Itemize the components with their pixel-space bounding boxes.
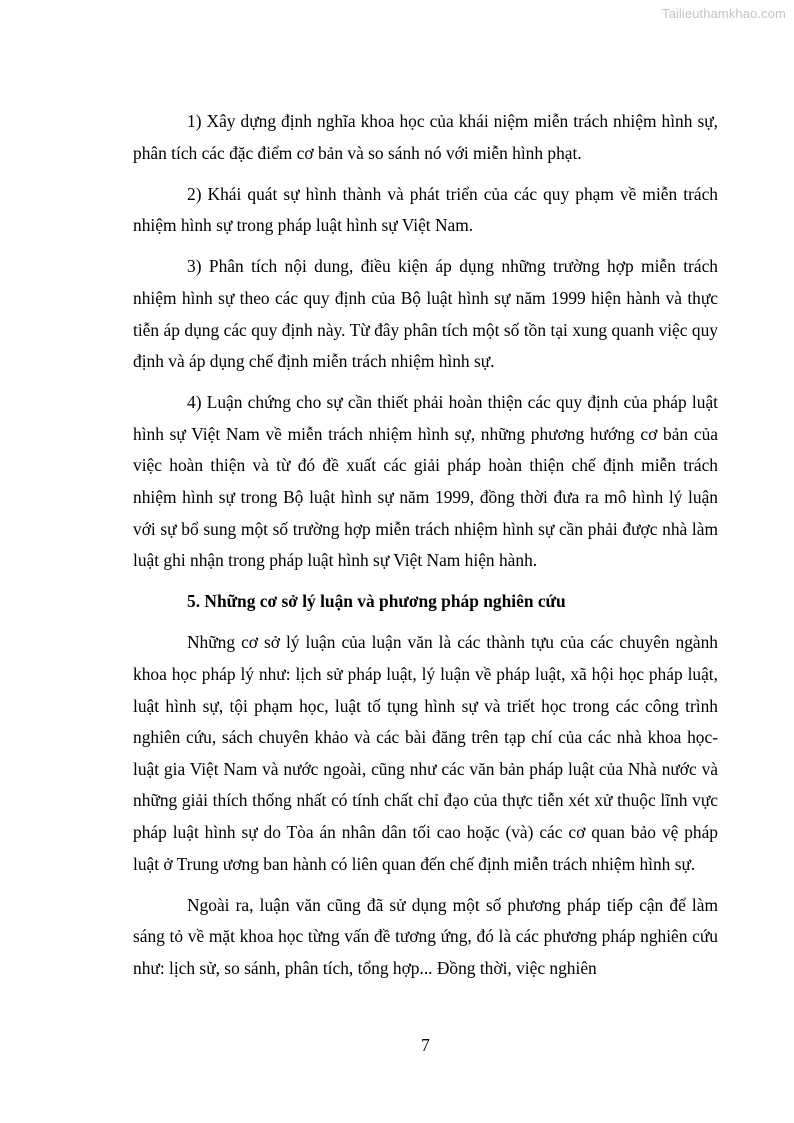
document-body xyxy=(133,106,718,994)
paragraph-objective-2: 2) Khái quát sự hình thành và phát triển của các quy phạm về miễn trách nhiệm hình sự trong pháp luật hình sự Việt Nam. xyxy=(133,183,718,236)
section-heading: 5. Những cơ sở lý luận và phương pháp nghiên cứu xyxy=(187,591,566,612)
watermark: Tailieuthamkhao.com xyxy=(661,6,786,21)
paragraph-research-methods: Ngoài ra, luận văn cũng đã sử dụng một số phương pháp tiếp cận để làm sáng tỏ về mặt khoa học từng vấn đề tương ứng, đó là các phương pháp nghiên cứu như: lịch sử, so sánh, phân tích, tổng hợp... Đồng thời, việc nghiên xyxy=(133,894,718,978)
paragraph-objective-3: 3) Phân tích nội dung, điều kiện áp dụng những trường hợp miễn trách nhiệm hình sự theo các quy định của Bộ luật hình sự năm 1999 hiện hành và thực tiễn áp dụng các quy định này. Từ đây phân tích một số tồn tại xung quanh việc quy định và áp dụng chế định miễn trách nhiệm hình sự. xyxy=(133,256,718,372)
paragraph-theoretical-basis: Những cơ sở lý luận của luận văn là các thành tựu của các chuyên ngành khoa học pháp lý như: lịch sử pháp luật, lý luận về pháp luật, xã hội học pháp luật, luật hình sự, tội phạm học, luật tố tụng hình sự và triết học trong các công trình nghiên cứu, sách chuyên khảo và các bài đăng trên tạp chí của các nhà khoa học-luật gia Việt Nam và nước ngoài, cũng như các văn bản pháp luật của Nhà nước và những giải thích thống nhất có tính chất chỉ đạo của thực tiễn xét xử thuộc lĩnh vực pháp luật hình sự do Tòa án nhân dân tối cao hoặc (và) các cơ quan bảo vệ pháp luật ở Trung ương ban hành có liên quan đến chế định miễn trách nhiệm hình sự. xyxy=(133,632,718,874)
paragraph-objective-4: 4) Luận chứng cho sự cần thiết phải hoàn thiện các quy định của pháp luật hình sự Việt Nam về miễn trách nhiệm hình sự, những phương hướng cơ bản của việc hoàn thiện và từ đó đề xuất các giải pháp hoàn thiện chế định miễn trách nhiệm hình sự trong Bộ luật hình sự năm 1999, đồng thời đưa ra mô hình lý luận với sự bổ sung một số trường hợp miễn trách nhiệm hình sự cần phải được nhà làm luật ghi nhận trong pháp luật hình sự Việt Nam hiện hành. xyxy=(133,392,718,571)
page-number: 7 xyxy=(421,1035,430,1055)
paragraph-objective-1: 1) Xây dựng định nghĩa khoa học của khái niệm miễn trách nhiệm hình sự, phân tích các đặc điểm cơ bản và so sánh nó với miễn hình phạt. xyxy=(133,111,718,163)
